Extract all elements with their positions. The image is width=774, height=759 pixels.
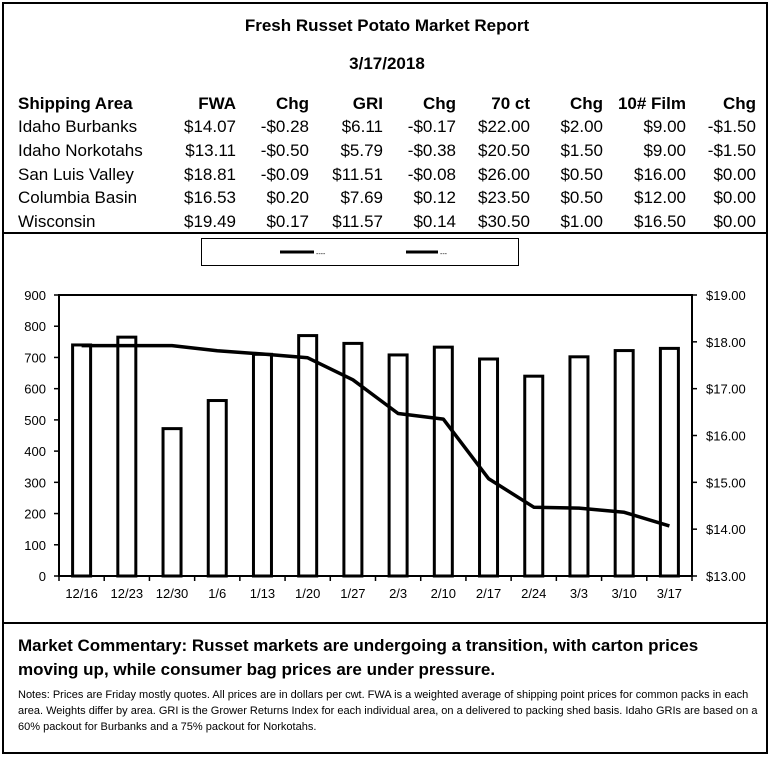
table-cell: -$0.09: [260, 164, 309, 184]
table-cell: -$1.50: [707, 117, 756, 137]
y-tick-label: 600: [24, 381, 46, 397]
chart-legend: [201, 238, 519, 266]
x-tick-label: 3/17: [656, 586, 683, 601]
table-cell: -$0.08: [407, 164, 456, 184]
legend-label: ----: [316, 251, 326, 258]
x-tick-label: 12/30: [155, 586, 189, 601]
x-tick-label: 1/27: [340, 586, 366, 601]
table-cell: $0.17: [266, 211, 309, 231]
table-cell: Wisconsin: [18, 211, 96, 231]
table-cell: -$1.50: [707, 140, 756, 160]
y-tick-label: 300: [24, 475, 46, 491]
table-cell: $19.49: [184, 211, 236, 231]
table-cell: $9.00: [643, 140, 686, 160]
y2-tick-label: $17.00: [706, 381, 746, 397]
table-cell: -$0.50: [260, 140, 309, 160]
table-cell: -$0.17: [407, 117, 456, 137]
x-tick-label: 2/24: [521, 586, 547, 601]
table-cell: Idaho Burbanks: [18, 117, 138, 137]
x-tick-label: 2/17: [475, 586, 502, 601]
y2-tick-label: $13.00: [706, 569, 746, 584]
report-date: 3/17/2018: [349, 54, 425, 73]
table-cell: $1.50: [560, 140, 603, 160]
table-cell: $13.11: [185, 140, 236, 160]
table-cell: $30.50: [478, 211, 530, 231]
y2-tick-label: $19.00: [706, 288, 746, 303]
column-header: 10# Film: [617, 93, 686, 113]
table-cell: $6.11: [341, 117, 383, 137]
y2-tick-label: $16.00: [706, 428, 746, 444]
table-cell: Columbia Basin: [18, 188, 138, 208]
table-header-row: [18, 92, 756, 116]
table-cell: $16.00: [634, 164, 686, 184]
table-cell: -$0.38: [407, 140, 456, 160]
table-cell: $11.51: [332, 164, 383, 184]
y-tick-label: 700: [24, 350, 46, 366]
legend-label: ---: [440, 251, 447, 258]
table-cell: $18.81: [184, 164, 236, 184]
table-cell: $22.00: [478, 117, 530, 137]
x-tick-label: 2/10: [430, 586, 456, 601]
x-tick-label: 3/3: [569, 586, 589, 601]
x-tick-label: 1/13: [249, 586, 276, 601]
x-tick-label: 3/10: [611, 586, 637, 601]
table-cell: $0.00: [713, 211, 756, 231]
table-row: [18, 186, 756, 210]
column-header: Chg: [275, 93, 309, 113]
y-tick-label: 400: [24, 444, 46, 460]
table-cell: $16.50: [634, 211, 686, 231]
y-tick-label: 0: [38, 569, 46, 584]
table-row: [18, 139, 756, 163]
y-tick-label: 800: [24, 319, 46, 335]
table-cell: San Luis Valley: [18, 164, 134, 184]
table-cell: $0.50: [560, 188, 603, 208]
y-tick-label: 200: [24, 506, 46, 522]
table-cell: $26.00: [478, 164, 530, 184]
table-cell: $20.50: [478, 140, 530, 160]
table-cell: $0.00: [713, 164, 756, 184]
table-cell: $23.50: [478, 188, 530, 208]
x-tick-label: 12/23: [110, 586, 144, 601]
x-tick-label: 1/20: [295, 586, 321, 601]
report-title: Fresh Russet Potato Market Report: [244, 16, 530, 35]
table-cell: $16.53: [184, 188, 236, 208]
table-row: [18, 163, 756, 187]
table-cell: $0.20: [266, 188, 309, 208]
column-header: Shipping Area: [18, 93, 133, 113]
x-tick-label: 1/6: [208, 586, 227, 601]
table-cell: $12.00: [634, 188, 686, 208]
table-cell: $0.14: [413, 211, 456, 231]
table-row: [18, 210, 756, 234]
column-header: GRI: [352, 93, 383, 113]
table-cell: $2.00: [560, 117, 603, 137]
price-table: [18, 92, 756, 234]
table-cell: $11.57: [332, 211, 383, 231]
column-header: Chg: [722, 93, 756, 113]
table-cell: $0.00: [713, 188, 756, 208]
table-cell: $0.50: [560, 164, 603, 184]
y2-tick-label: $14.00: [706, 522, 746, 538]
x-tick-label: 2/3: [389, 586, 408, 601]
table-cell: $1.00: [560, 211, 603, 231]
y-tick-label: 900: [24, 288, 46, 303]
table-cell: $0.12: [413, 188, 456, 208]
table-row: [18, 116, 756, 140]
x-tick-label: 12/16: [65, 586, 98, 601]
market-commentary: Market Commentary: Russet markets are undergoing a transition, with carton prices moving up, while consumer bag prices are under pressure.: [18, 636, 699, 679]
chart-container: [2, 232, 768, 624]
table-cell: $7.69: [340, 188, 383, 208]
column-header: Chg: [569, 93, 603, 113]
column-header: Chg: [422, 93, 456, 113]
y2-tick-label: $18.00: [706, 334, 746, 350]
column-header: 70 ct: [491, 93, 530, 113]
table-cell: $14.07: [184, 117, 236, 137]
table-cell: Idaho Norkotahs: [18, 140, 143, 160]
y2-tick-label: $15.00: [706, 475, 746, 491]
table-cell: $5.79: [340, 140, 383, 160]
column-header: FWA: [198, 93, 236, 113]
y-tick-label: 500: [24, 412, 46, 428]
table-cell: -$0.28: [260, 117, 309, 137]
report-notes: Notes: Prices are Friday mostly quotes. All prices are in dollars per cwt. FWA is a weighted average of shipping point prices for common packs in each area. Weights differ by area. GRI is the Grower Returns Index for each individual area, on a delivered to packing shed basis. Idaho GRIs are based on a 60% packout for Burbanks and a 75% packout for Norkotahs.: [18, 689, 758, 733]
table-cell: $9.00: [643, 117, 686, 137]
y-tick-label: 100: [24, 537, 46, 553]
